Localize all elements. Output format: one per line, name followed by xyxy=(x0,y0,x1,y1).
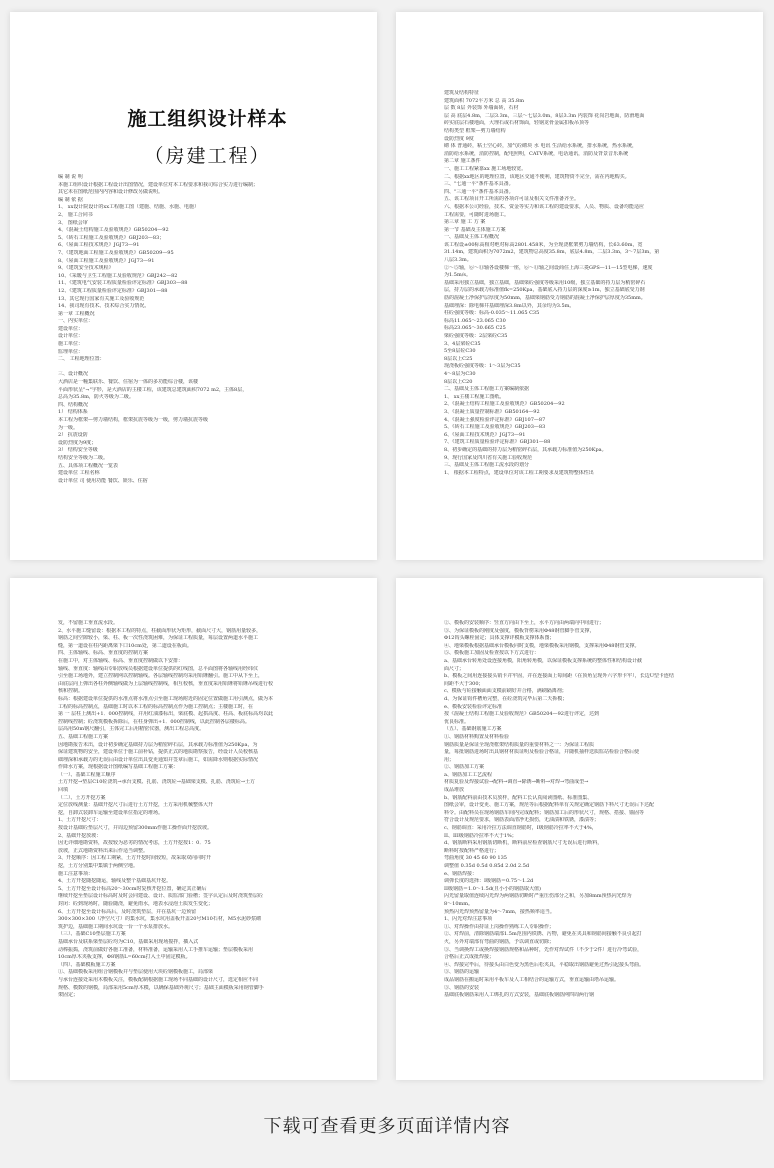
text-line xyxy=(58,364,357,372)
text-line: （二）、土方开挖方案 xyxy=(58,794,106,801)
text-line: 弯曲角度 30 45 60 90 135 xyxy=(444,855,507,862)
text-line: 层 数 8层 外装饰 外墙面砖，石材 xyxy=(444,105,519,112)
text-line: 建设单位： xyxy=(58,325,84,332)
text-line: 量，每批钢筋进场时出具钢材材质证明及检验合格证，并随机抽样送质监站检验合格后使 xyxy=(444,749,640,756)
text-line: 调整值 0.35d 0.5d 0.85d 2.0d 2.5d xyxy=(444,863,530,869)
text-line: a、基础承台转角处设连接角模，阳角转角模，以保证模板支撑系统的整体性和结构设计截 xyxy=(444,657,642,664)
text-line: 1、土方开挖尺寸： xyxy=(58,817,102,824)
text-line: e、钢筋焊接： xyxy=(444,870,477,877)
text-line: 300×300×300（净空尺寸）的集水坑，集水坑用盖板开盖20号M10石材，M5水泥砂浆砌 xyxy=(58,916,262,923)
text-line: 二、基础及主体工程施工方案编制依据 xyxy=(444,386,530,393)
text-line: 2） 抗震设防 xyxy=(58,432,88,439)
text-line: 8、初步确定的基础的持力层为稍密碎石层，其承载力标准值为250Kpa。 xyxy=(444,446,607,453)
text-line: 图纸会审，设计变更、施工方案，规范等后根据配料单有关规定确定钢筋下料尺寸无误后下达配 xyxy=(444,802,655,809)
page-3-body xyxy=(58,620,357,1000)
text-line: 一、施工工程紧靠xx 施工场地较宽。 xyxy=(444,165,527,172)
page-1-body xyxy=(58,174,357,485)
text-line: 层，持力层的承载力标准值fk=250Kpa，基础底入持力层的深度≥1m，独立基础底受力钢 xyxy=(444,287,645,294)
text-line: 6、土方开挖至设计标高后，及时浇筑垫层，并在基坑一边预留 xyxy=(58,908,197,915)
text-line: 第三章 施 工 方 案 xyxy=(444,219,486,226)
text-line: 回填 xyxy=(58,787,69,794)
text-line: 建筑及结构特征 xyxy=(444,90,480,96)
text-line: 12、《建筑工程质量检验评定标准》GBJ301—88 xyxy=(58,287,168,294)
text-line: 四、主体轴线、标高、垂直度的控制方案 xyxy=(58,650,149,657)
document-subtitle: （房建工程） xyxy=(144,145,271,167)
text-line: 架固定； xyxy=(58,992,79,999)
text-line: d、为保证钩件槽角完整，在砼浇筑完毕后第二天拆模； xyxy=(444,695,568,702)
text-line: ③、钢筋的运输 xyxy=(444,969,480,976)
document-page-1 xyxy=(10,12,377,560)
page-4-body xyxy=(444,620,743,1000)
text-line: 13、其它现行国家有关施工及验收规范 xyxy=(58,295,145,302)
text-line: 现浇板砼强度等级：1～3层为C35 xyxy=(444,363,521,370)
text-line: 施工注意事项： xyxy=(58,870,94,877)
text-line: （五）、基础钢筋施工方案 xyxy=(444,726,502,733)
text-line: 料令。由配料员在现场钢筋车间内完成配料；钢筋加工后的形状尺寸，规格、搭接、锚固等 xyxy=(444,809,645,816)
text-line: 核和控制。 xyxy=(58,688,84,695)
download-more-link[interactable]: 下载可查看更多页面详情内容 xyxy=(263,1116,511,1137)
text-line: 编 制 说 明 xyxy=(58,174,83,180)
text-line: 面尺寸； xyxy=(444,665,465,672)
text-line: Φ12钩头螺栓固定；具体支撑详模板支撑体系图； xyxy=(444,635,555,642)
text-line: 该工程设±00标高相对绝对标高2801.458米，为全现浇框架剪力墙结构，长63.60m，宽 xyxy=(444,241,643,248)
text-line: b、模板之间用连接接头销卡并牢固，并在连接面上每间距（在顶角呈现外六字形卡牢），长边U型卡连结 xyxy=(444,673,674,680)
text-line: 继续开挖至垫层设计标高时及时会同建设、设计、质监部门验槽；签字认定后及时浇筑垫层砼 xyxy=(58,893,264,900)
text-line: 因无详细地勘资料，故按较为恶劣的情况考虑，土方开挖按1：0．75 xyxy=(58,840,211,847)
text-line: 动棒振捣，浇筑前做好各施工准备，材料准备，运输采用人工手推车运输；垫层模板采用 xyxy=(58,946,254,953)
text-line: 基础埋深：除电梯井基础埋深3.8m以外，其余均为3.5m。 xyxy=(444,302,575,309)
text-line: 五、基础工程施工方案 xyxy=(58,733,109,740)
text-line: 五、该工程项目开工所需的各项许可证及相关文件准备齐全。 xyxy=(444,196,580,203)
text-line: （一）、基础工程施工顺序 xyxy=(58,771,116,778)
text-line: 挖，土方分别集中集镇于两侧空地。 xyxy=(58,863,139,869)
text-line: 砖实底层石楼地面，大理石或石材饰面，轻钢龙骨金属扣板吊顶等 xyxy=(444,120,590,127)
text-line: 1、闪光对焊注意事项 xyxy=(444,916,493,923)
text-line: 总高为35.8m，防火等级为二级。 xyxy=(58,394,134,401)
text-line: a、钢筋加工工艺流程 xyxy=(444,771,492,778)
text-line: 1） 结构体系 xyxy=(58,409,88,416)
text-line: 砌 体 普通砖，粘土空心砖，加气砼砌块 水 电讯 生活给水系统，排水系统，热水系统， xyxy=(444,143,637,150)
text-line: 一、内实单位： xyxy=(58,318,94,325)
text-line: 结构安全等级为二级。 xyxy=(58,454,109,461)
text-line: ①、对焊操作由持证上岗操作熟练工人专职操作； xyxy=(444,923,555,930)
text-line: 轴线、垂直度：轴线由专职放线员根据建设单位提供的红线图，总平面图将各轴线用经纬仪 xyxy=(58,665,259,672)
text-line: 因地勘报告未出，设计初步确定基础持力层为稍密碎石层，其承载力标准值为250Kpa，为 xyxy=(58,741,258,748)
text-line: （四）、基础模板施工方案 xyxy=(58,961,116,968)
text-line: （三）、基础C10垫层施工方案 xyxy=(58,931,126,938)
text-line: 2、《混凝土结构工程施工及验收规范》GB50204—92 xyxy=(444,401,565,408)
text-line: ④、地梁模板根据基础承台模板同时支模，地梁模板采用钢模，支撑采用Φ48钢管支撑。 xyxy=(444,642,640,649)
text-line: 第二章 施工条件 xyxy=(444,158,481,165)
text-line: 钢筋之间空隙较小，梁、柱、板一次性浇筑困难，为保证工程质量，每层设置两道水平施工 xyxy=(58,635,259,642)
text-line: ①、基础模板采用组合钢模板并与垫层使用大块砼钢模板施工，局部梁 xyxy=(58,969,214,976)
text-line: ②～⑤轴，⑥～⑪轴各设楼梯一座，⑥～⑪轴之间设商住上海三菱GPS—11—15型电梯，速度 xyxy=(444,264,653,271)
text-line: 按《混凝土结构工程施工及验收规范》GB50204—92进行评定，达到 xyxy=(444,711,599,718)
page-2-body xyxy=(444,90,743,477)
text-line: 基础底板钢筋采用人工绑扎的方式安装，基础底板钢筋网四周两行钢 xyxy=(444,992,595,999)
text-line: c、模板与砼接触面面支模前刷好并合格，满刷隔离剂； xyxy=(444,688,567,695)
text-line: 8、《屋面工程施工及验收规范》JGJ73—91 xyxy=(58,257,155,264)
text-line: 4～8层为C30 xyxy=(444,370,476,377)
text-line: 编 制 依 据 xyxy=(58,196,83,203)
text-line: 第一章 工程概况 xyxy=(58,310,95,317)
text-line: 设计单位： xyxy=(58,333,84,340)
text-line: 为一级。 xyxy=(58,424,79,431)
text-line: 火，另外对端部有弯曲的钢筋，予以调直或切除； xyxy=(444,938,555,945)
text-line: II、III级钢筋冷拉率不大于1%； xyxy=(444,832,517,839)
text-line: 与承台连接处采用木模板关注，模板配制根据施工现场不同基础的设计尺寸，选定相应不同 xyxy=(58,976,259,983)
text-line: 施工单位： xyxy=(58,341,84,348)
text-line: 一、基础及主体工程概况 xyxy=(444,234,500,241)
text-line: 2、 施工合同书 xyxy=(58,211,93,218)
text-line: 挖，自卸式装卸车运输至建设单位指定的堆场。 xyxy=(58,809,164,816)
text-line: 建设单位 工程名称 xyxy=(58,470,100,477)
text-line: 筑护边，基础施工期间水坑设一台一个水泵排放水。 xyxy=(58,923,174,930)
text-line: 作降水方案，现根据设计图纸编写基础工程施工方案： xyxy=(58,764,179,771)
text-line: 标高23.065～30.665 C25 xyxy=(444,325,506,332)
text-line: ⑤、模板施工加固及检查按以下方式进行： xyxy=(444,650,540,657)
text-line: 发，不留施工垂直流水段。 xyxy=(58,620,119,626)
document-page-4 xyxy=(396,578,763,1080)
text-line: 梁砼强度等级：2层梁砼C35 xyxy=(444,333,508,339)
text-line: 其它未在图纸范围内内容和设计修改另做说明。 xyxy=(58,189,164,196)
text-line: 标高：根据建设单位提供的水准点将水准点引至施工现场附近的固定位置做施工用引测点，做为本 xyxy=(58,695,274,702)
text-line: d、钢筋断料采用钢筋切断机，断料前应检查钢筋尺寸无误后进行断料， xyxy=(444,840,603,847)
text-line: ①、钢筋材料购置及材料检验 xyxy=(444,733,510,740)
text-line: 定位放线测量：基础开挖尺寸后进行土方开挖，土方采用机械整体大开 xyxy=(58,802,214,809)
document-page-2 xyxy=(396,12,763,560)
text-line: b、钢筋配料前由技术员放样，配料工长认真阅读图纸、标准图集、 xyxy=(444,794,593,801)
text-line: 土方开挖→垫层C10砼浇筑→承台支模、扎筋、浇筑砼→基础梁支模、扎筋、浇筑砼→土方 xyxy=(58,779,255,786)
text-line: 缝，第一道设在柱内距离梁下口10cm处，第二道设在板面。 xyxy=(58,642,192,649)
text-line: ②、对焊前，清除钢筋端部1.5m范围内铁锈、污物，避免在夹具和钢筋间接触不良引起打 xyxy=(444,931,642,938)
text-line: 8层以上C25 xyxy=(444,355,473,362)
text-line: 5至8层砼C30 xyxy=(444,348,476,355)
text-line: 4、《混凝土强度检验评定标准》GBJ107—87 xyxy=(444,416,546,423)
text-line: 四、结构概况 xyxy=(58,401,89,408)
text-line: 预热闪光焊预热留量为4～7mm，接热频率适当。 xyxy=(444,908,555,915)
text-line: 由底层向上弹出各柱外侧轴线做为上层轴线控制线，相互校核，垂直度采用铅锤将铅锤吊线进行校 xyxy=(58,680,274,687)
text-line: 五、具体项工程概况一览表 xyxy=(58,462,119,469)
text-line: 调弹长度的选择：I级钢筋＝0.75～1.2d xyxy=(444,878,534,885)
text-line: 第 一 层柱上测出+1．000控制线，并用红油漆标出，梁底模、起拱高度、柱高、板底标高均以此 xyxy=(58,711,274,718)
text-line: 4、土方开挖随挖随运，轴线及整个基础基坑开挖。 xyxy=(58,878,172,885)
text-line: II级钢筋＝1.0～1.5d(且小小的钢筋取大值) xyxy=(444,885,541,892)
text-line: 5、《砖石工程施工及验收规范》GBJ203—83； xyxy=(58,234,165,241)
text-line: 7、《建筑工程质量检验评定标准》GBJ301—88 xyxy=(444,439,551,446)
text-line: 层 高 底层4.8m，二层3.3m，三层～七层3.0m，8层3.3m 内装饰 花岗岩地面，防滑地面 xyxy=(444,112,645,119)
text-line: 设防烈度为9度； xyxy=(58,439,97,446)
text-line: 1、 xx主楼工程施工图纸。 xyxy=(444,393,505,400)
text-line: 基础采用独立基础，独立基础，基础梁砼强度等级采用10级，独立基础的持力层为稍密碎石 xyxy=(444,279,646,286)
text-line: 间距不大于300； xyxy=(444,680,484,687)
text-line: 10cm厚木夹板支撑，Φ8钢筋L=60cm打入土中固定模板。 xyxy=(58,954,191,961)
text-line: 3、 图纸会审 xyxy=(58,219,88,226)
text-line: ④、焊接完毕后，待接头由白色变为黑色后松夹具，平稳取出钢筋避免过热引起接头弯曲。 xyxy=(444,961,645,968)
text-line: 在施工中，对主体轴线、标高、垂直度控制做以下安排： xyxy=(58,657,184,664)
text-line: 四、"三通一平"条件基本具备。 xyxy=(444,188,514,195)
text-line: ②、钢筋加工方案 xyxy=(444,764,485,771)
text-line: 规格、模数的钢模，局部采用5cm厚木模，以确保基础外观尺寸；基础主面模板采用钢管脚手 xyxy=(58,984,264,991)
text-line: 7、《建筑地面工程施工及验收规范》GB50209—95 xyxy=(58,249,174,256)
text-line: 成品钢筋在搬运时采用平板车及人工相结合的运输方式，垂直运输由塔吊运输。 xyxy=(444,976,620,983)
text-line: ③、当调换焊工或换焊接钢筋规格和品种时，先作对焊试件（不少于2件）进行冷弯试验， xyxy=(444,946,643,953)
text-line: 设计单位 司 使用功能 餐饮、娱乐、住宿 xyxy=(58,477,148,484)
text-line: 31.14m，建筑面积为7072m2，建筑物总高度35.8m，底层4.8m，二层3.3m，3～7层3m，第 xyxy=(444,249,660,256)
text-line: 4、《混凝土结构施工及验收规范》GB50204—92 xyxy=(58,227,169,234)
text-line: 材质复验及焊接试验→配料→调直→除锈→断料→对焊→弯曲成型→ xyxy=(444,779,589,786)
text-line: 成品堆放 xyxy=(444,787,465,794)
text-line: 按设计基础砼垫层尺寸，并周边预留300mm作施工操作面开挖放坡。 xyxy=(58,825,213,832)
text-line: 8层以上C20 xyxy=(444,378,473,385)
text-line: ③、钢筋的安装 xyxy=(444,984,480,991)
text-line: 11、《建筑电气安装工程质量检验评定标准》GBJ303—88 xyxy=(58,280,188,287)
text-line: 筋的混凝土净保护层厚度为50mm，基础梁钢筋受力钢筋的混凝土净保护层厚度为35mm。 xyxy=(444,295,646,302)
text-line: 1、 xx设计院设计的xx工程施工图（建施、结施、水施、电施） xyxy=(58,204,200,211)
text-line: 钢筋质量是保证全现浇框架结构质量的重要材料之一：为保证工程质 xyxy=(444,741,595,748)
text-line: 8～10mm。 xyxy=(444,900,474,907)
text-line: 优良标准。 xyxy=(444,718,470,725)
text-line: 控制线控制；砼浇筑模板拆除后，在柱身弹出+1．000控制线，以此控制各层楼标高。 xyxy=(58,718,250,725)
text-line: 引至施工场地外，建立控制网以控制轴线。各层轴线控制均采用铅锤翻引。施工中从下至上， xyxy=(58,673,264,680)
document-title: 施工组织设计样本 xyxy=(127,108,288,130)
text-line: 3、4层梁砼C35 xyxy=(444,340,481,347)
text-line: 工程的标高控制点，基础施工时以本工程的标高控制点作为施工控制点；主楼施工时，在 xyxy=(58,703,254,710)
text-line: 柱砼强度等级：标高-0.035～11.065 C35 xyxy=(444,310,540,317)
text-line: 标高11.065～23.065 C30 xyxy=(444,317,506,324)
text-line: 二、根据xx地区的地理位置，该地区交通不便利，建筑物资不完全，需在内地购买。 xyxy=(444,173,630,180)
text-line: e、模板安装检验评定标准 xyxy=(444,703,502,710)
text-line: 三、基础及主体工程施工流水段的划分 xyxy=(444,462,530,469)
text-line: 符合设计及规范要求，钢筋表面清净无损伤，无油渍和铁锈，漆渍等； xyxy=(444,817,600,824)
text-line: 放坡，正式地勘资料出来后作适当调整。 xyxy=(58,847,149,854)
text-line: 三、"七通一平"条件基本具备。 xyxy=(444,181,514,188)
text-line: 工程需要，可随时进场施工。 xyxy=(444,211,510,218)
text-line: 合格后正式成批焊接； xyxy=(444,954,495,961)
text-line: 6、《屋面工程技术规范》JGJ73—91 xyxy=(444,431,526,438)
text-line: 八层3.3m。 xyxy=(444,257,472,264)
text-line: 封闭：砼到现场时，随验随浇，避免雨水，地表水浸泡土质发生变化； xyxy=(58,900,214,907)
text-line: 1、 根据本工程特点，建设单位对该工程工期要求及建筑物整体性出 xyxy=(444,469,594,476)
text-line: 为1.5m/s。 xyxy=(444,272,471,279)
text-line: 大酒店是一幢集联乐、餐饮、住宿为一体的多功能综合楼，该楼 xyxy=(58,379,199,386)
text-line: ②、模板的安装顺序：竖直方向由下至上，水平方向由两端向中间进行； xyxy=(444,620,605,626)
text-line: 层高用50m钢尺翻引，主体完工后用精密仪器，测出工程总高度。 xyxy=(58,726,205,733)
text-line: 5、《砖石工程施工及验收规范》GBJ203—83 xyxy=(444,424,546,431)
text-line: 基础承台及联系梁垫层砼均为C10，基础采用现场搅拌，插入式 xyxy=(58,938,199,945)
text-line: 2、水平施工缝留设：根据本工程的特点，柱截面形状为矩形，截面尺寸大，钢筋用量较多， xyxy=(58,627,262,634)
text-line: 14、我司现有技术、技术综合实力情况。 xyxy=(58,303,150,310)
text-line: 结构类型 框架—剪力墙结构 xyxy=(444,127,506,134)
text-line: 3） 结构安全等级 xyxy=(58,447,98,454)
text-line: 9、《建筑安全技术规程》 xyxy=(58,265,114,272)
text-line: 监理单位： xyxy=(58,348,84,355)
text-line: 第一节 基础及主体施工方案 xyxy=(444,226,506,233)
text-line: 平面形状呈"¬"字形，是大酒店的主楼工程，该建筑总建筑面积7072 m2，主体8层， xyxy=(58,386,248,393)
text-line: 用； xyxy=(444,756,455,763)
text-line: 二、 工程地理位置： xyxy=(58,356,105,363)
text-line: 5、土方开挖至设计标高20～30cm时复核开挖位置，确定其正确后 xyxy=(58,885,207,892)
text-line: 本工程为框架—剪力墙结构，框架抗震等级为一级，剪力墙抗震等级 xyxy=(58,417,209,423)
text-line: 三、设计概况 xyxy=(58,371,89,378)
document-page-3 xyxy=(10,578,377,1080)
text-line: 建筑面积 7072平方米 总 高 35.8m xyxy=(444,97,524,104)
text-line: 设防烈度 9度 xyxy=(444,135,474,142)
text-line: c、钢筋调直：采用冷拉方法调直钢筋时，I级钢筋冷拉率不大于4%， xyxy=(444,825,597,832)
text-line: 保证建筑物的安全，建设单位于施工前补钻，提供正式的地质勘察报告，经设计人员校核基 xyxy=(58,749,259,756)
text-line: 断料时按配料严格进行； xyxy=(444,847,500,854)
text-line: 3、《混凝土质量控制标准》GB50164—92 xyxy=(444,408,540,415)
text-line: 6、《屋面工程技术规范》JGJ73—91 xyxy=(58,242,140,249)
text-line: 3、开挖顺序：因工程工期紧，土方开挖时间较短，故采取双向同时开 xyxy=(58,855,212,862)
text-line: 础埋深和承载力的无误后由设计单位出具变更通知并签章后施工，如需降水则根据实际情况 xyxy=(58,756,259,763)
text-line: 2、基础开挖放坡： xyxy=(58,832,102,839)
text-line: 9、现行国家及四川省有关施工验收规范 xyxy=(444,454,533,461)
text-line: 闪光留量取值连续闪光焊为两钢筋切断时严重压伤部分之和，另加8mm预热闪光焊为 xyxy=(444,893,632,900)
text-line: 消防给水系统，消防控制，配电照明，CATV系统，电话通讯，消防及背景音乐系统 xyxy=(444,150,629,157)
text-line: ③、为保证模板的刚度及强度，模板背楞采用Φ48钢管脚手管支撑， xyxy=(444,627,595,634)
text-line: 10、《采暖与卫生工程施工及验收规范》GBJ242—82 xyxy=(58,272,178,279)
text-line: 本施工组织设计根据工程设计出图情况，建设单位对本工程要求和我司综合实力进行编制； xyxy=(58,181,259,188)
text-line: 六、根据本公司经验，技术、资金等实力和该工程的建设要求，人员、物质、设备均能适应 xyxy=(444,203,645,210)
